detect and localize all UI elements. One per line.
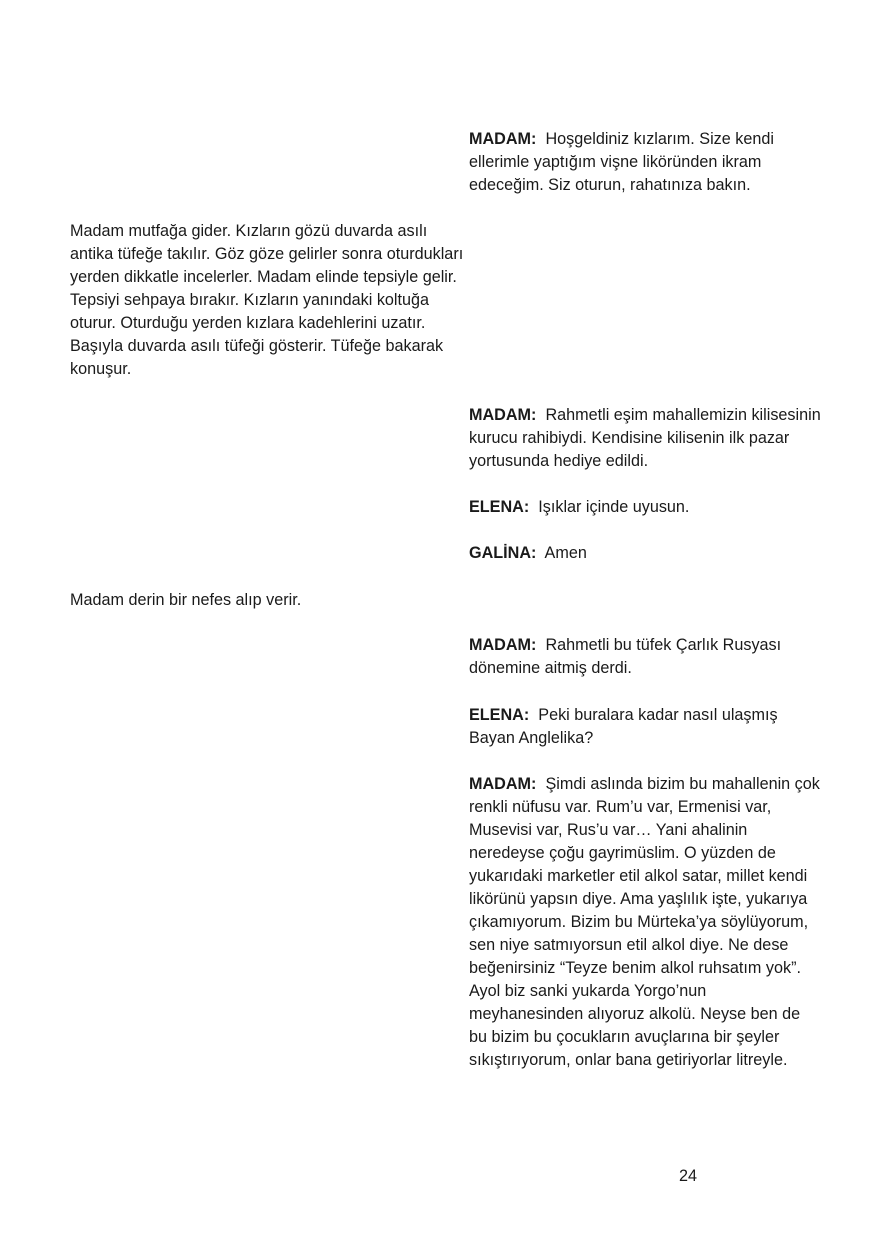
dialogue-text: Peki buralara kadar nasıl ulaşmış Bayan Anglelika? [469,706,778,747]
speaker-name: MADAM: [469,775,537,793]
dialogue-text: Hoşgeldiniz kızlarım. Size kendi ellerimle yaptığım vişne liköründen ikram edeceğim. Siz oturun, rahatınıza bakın. [469,130,774,194]
dialogue-text: Rahmetli eşim mahallemizin kilisesinin kurucu rahibiydi. Kendisine kilisenin ilk pazar yortusunda hediye edildi. [469,406,821,470]
dialogue-madam-4 [469,773,821,1072]
dialogue-elena-2 [469,704,821,750]
page-number: 24 [678,1167,697,1185]
stage-direction-2 [70,589,470,612]
dialogue-text: Işıklar içinde uyusun. [538,498,690,516]
dialogue-madam-3 [469,634,821,680]
dialogue-text: Şimdi aslında bizim bu mahallenin çok renkli nüfusu var. Rum’u var, Ermenisi var, Musevisi var, Rus’u var… Yani ahalinin neredeyse çoğu gayrimüslim. O yüzden de yukarıdaki marketler etil alkol satar, millet kendi likörünü yapsın diye. Ama yaşlılık işte, yukarıya çıkamıyorum. Bizim bu Mürteka’ya söylüyorum, sen niye satmıyorsun etil alkol diye. Ne dese beğenirsiniz “Teyze benim alkol ruhsatım yok”. Ayol biz sanki yukarda Yorgo’nun meyhanesinden alıyoruz alkolü. Neyse ben de bu bizim bu çocukların avuçlarına bir şeyler sıkıştırıyorum, onlar bana getiriyorlar litreyle. [469,775,820,1069]
direction-text: Madam mutfağa gider. Kızların gözü duvarda asılı antika tüfeğe takılır. Göz göze gelirler sonra oturdukları yerden dikkatle incelerler. Madam elinde tepsiyle gelir. Tepsiyi sehpaya bırakır. Kızların yanındaki koltuğa oturur. Oturduğu yerden kızlara kadehlerini uzatır. Başıyla duvarda asılı tüfeği gösterir. Tüfeğe bakarak konuşur. [70,222,464,378]
dialogue-madam-2 [469,404,821,473]
speaker-name: ELENA: [469,498,530,516]
dialogue-galina-1 [469,542,821,565]
speaker-name: MADAM: [469,130,537,148]
speaker-name: MADAM: [469,636,537,654]
dialogue-text: Amen [544,544,587,562]
dialogue-madam-1 [469,128,821,197]
dialogue-elena-1 [469,496,821,519]
stage-direction-1 [70,220,470,381]
speaker-name: ELENA: [469,706,530,724]
direction-text: Madam derin bir nefes alıp verir. [70,591,302,609]
speaker-name: GALİNA: [469,544,537,562]
dialogue-text: Rahmetli bu tüfek Çarlık Rusyası dönemine aitmiş derdi. [469,636,782,677]
speaker-name: MADAM: [469,406,537,424]
